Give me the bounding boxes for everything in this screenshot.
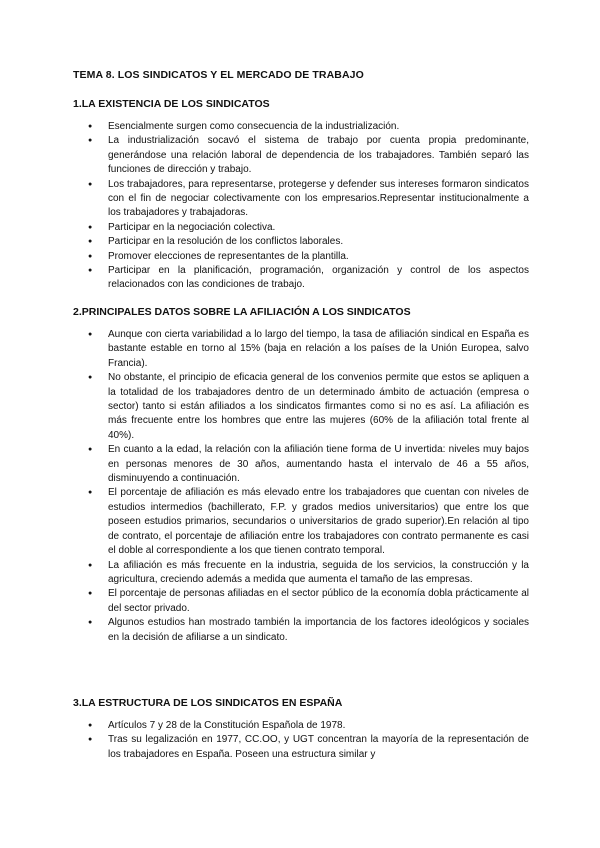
list-item: ● El porcentaje de personas afiliadas en el sector público de la economía dobla prácticamente al del sector privado. <box>73 587 529 616</box>
list-item: ● Participar en la resolución de los conflictos laborales. <box>73 235 529 249</box>
section-estructura <box>73 696 529 762</box>
section-afiliacion <box>73 305 529 645</box>
list-item: ● La afiliación es más frecuente en la industria, seguida de los servicios, la construcción y la agricultura, creciendo además a medida que aumenta el tamaño de las empresas. <box>73 559 529 588</box>
bullet-list <box>73 719 529 762</box>
list-item: ● Promover elecciones de representantes de la plantilla. <box>73 250 529 264</box>
list-item: ● Participar en la planificación, programación, organización y control de los aspectos relacionados con las condiciones de trabajo. <box>73 264 529 293</box>
section-existencia <box>73 97 529 293</box>
list-item: ● Algunos estudios han mostrado también la importancia de los factores ideológicos y sociales en la decisión de afiliarse a un sindicato. <box>73 616 529 645</box>
list-item: ● No obstante, el principio de eficacia general de los convenios permite que estos se apliquen a la totalidad de los trabajadores dentro de un determinado ámbito de actuación (empresa o sector) tanto si están afiliados a los sindicatos firmantes como si no es así. La afiliación es más frecuente entre los hombres que entre las mujeres (60% de la afiliación total frente al 40%). <box>73 371 529 443</box>
list-item: ● La industrialización socavó el sistema de trabajo por cuenta propia predominante, generándose una relación laboral de dependencia de los trabajadores. También separó las funciones de dirección y trabajo. <box>73 134 529 177</box>
list-item: ● Participar en la negociación colectiva. <box>73 221 529 235</box>
list-item: ● Artículos 7 y 28 de la Constitución Española de 1978. <box>73 719 529 733</box>
bullet-list <box>73 328 529 645</box>
list-item: ● Los trabajadores, para representarse, protegerse y defender sus intereses formaron sindicatos con el fin de negociar colectivamente con los empresarios.Representar institucionalmente a los trabajadores y trabajadoras. <box>73 178 529 221</box>
list-item: ● Esencialmente surgen como consecuencia de la industrialización. <box>73 120 529 134</box>
section-heading: 1.LA EXISTENCIA DE LOS SINDICATOS <box>73 98 270 110</box>
section-heading: 2.PRINCIPALES DATOS SOBRE LA AFILIACIÓN A LOS SINDICATOS <box>73 306 411 318</box>
list-item: ● Tras su legalización en 1977, CC.OO, y UGT concentran la mayoría de la representación de los trabajadores en España. Poseen una estructura similar y <box>73 733 529 762</box>
document-title: TEMA 8. LOS SINDICATOS Y EL MERCADO DE TRABAJO <box>73 69 364 81</box>
list-item: ● En cuanto a la edad, la relación con la afiliación tiene forma de U invertida: niveles muy bajos en personas menores de 30 años, aumentando hasta el intervalo de 46 a 55 años, disminuyendo a continuación. <box>73 443 529 486</box>
section-heading: 3.LA ESTRUCTURA DE LOS SINDICATOS EN ESPAÑA <box>73 697 343 709</box>
bullet-list <box>73 120 529 293</box>
list-item: ● Aunque con cierta variabilidad a lo largo del tiempo, la tasa de afiliación sindical en España es bastante estable en torno al 15% (baja en relación a los países de la Unión Europea, salvo Francia). <box>73 328 529 371</box>
list-item: ● El porcentaje de afiliación es más elevado entre los trabajadores que cuentan con niveles de estudios intermedios (bachillerato, F.P. y grados medios universitarios) que entre los que poseen estudios primarios, secundarios o universitarios de grado superior).En relación al tipo de contrato, el porcentaje de afiliación entre los trabajadores con contrato permanente es casi el doble al correspondiente a los que tienen contrato temporal. <box>73 486 529 558</box>
